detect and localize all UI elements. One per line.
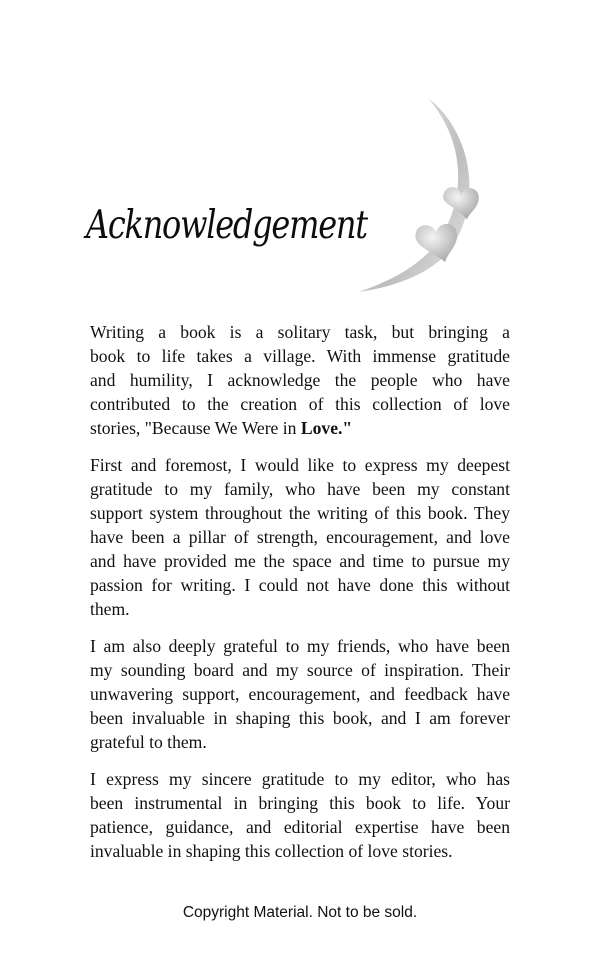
acknowledgement-body <box>90 320 510 876</box>
text-line: gratitude to my family, who have been my constant <box>90 479 510 499</box>
page-title: Acknowledgement <box>86 203 367 248</box>
book-title-bold: Love." <box>300 418 353 438</box>
text-line: support system throughout the writing of this book. They <box>90 503 510 523</box>
text-line: and have provided me the space and time to pursue my <box>90 551 510 571</box>
text-line: my sounding board and my source of inspiration. Their <box>90 660 510 680</box>
text-line: I express my sincere gratitude to my editor, who has <box>90 769 510 789</box>
text-line: and humility, I acknowledge the people who have <box>90 370 510 390</box>
paragraph <box>90 634 510 754</box>
text-line: invaluable in shaping this collection of love stories. <box>90 841 453 861</box>
copyright-footer: Copyright Material. Not to be sold. <box>182 904 418 921</box>
text-line: Writing a book is a solitary task, but bringing a <box>90 322 510 342</box>
text-line: First and foremost, I would like to express my deepest <box>90 455 510 475</box>
text-line: them. <box>90 599 130 619</box>
text-line: been instrumental in bringing this book to life. Your <box>90 793 510 813</box>
paragraph <box>90 767 510 863</box>
text-line-prefix: stories, "Because We Were in <box>90 418 301 438</box>
paragraph <box>90 453 510 621</box>
crescent-hearts-ornament <box>350 90 510 300</box>
text-line: book to life takes a village. With immense gratitude <box>90 346 510 366</box>
text-line: unwavering support, encouragement, and feedback have <box>90 684 510 704</box>
text-line: grateful to them. <box>90 732 207 752</box>
text-line: passion for writing. I could not have done this without <box>90 575 510 595</box>
text-line: been invaluable in shaping this book, and I am forever <box>90 708 510 728</box>
text-line <box>90 416 510 440</box>
text-line: I am also deeply grateful to my friends, who have been <box>90 636 510 656</box>
paragraph <box>90 320 510 440</box>
text-line: have been a pillar of strength, encouragement, and love <box>90 527 510 547</box>
text-line: contributed to the creation of this collection of love <box>90 394 510 414</box>
text-line: patience, guidance, and editorial expertise have been <box>90 817 510 837</box>
